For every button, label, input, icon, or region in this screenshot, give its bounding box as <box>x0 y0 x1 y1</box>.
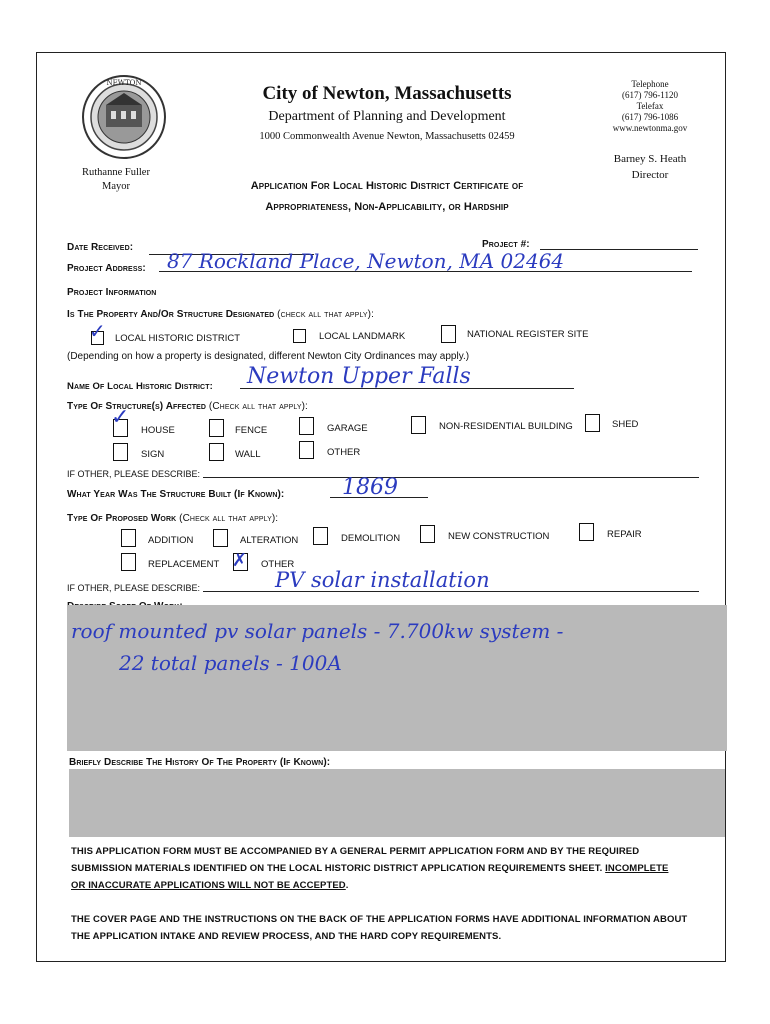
date-received-label: Date Received: <box>67 242 134 253</box>
structure-hint: (Check all that apply): <box>208 401 308 412</box>
cover-page-note: THE COVER PAGE AND THE INSTRUCTIONS ON THE BACK OF THE APPLICATION FORMS HAVE ADDITIONAL INFORMATION ABOUT THE APPLICATION INTAKE AND REVIEW PROCESS, AND THE HARD COPY REQUIREMENTS. <box>71 914 688 942</box>
application-notice <box>71 843 681 894</box>
scope-line-2: 22 total panels - 100A <box>119 651 342 675</box>
structure-label-garage: GARAGE <box>327 423 368 434</box>
structure-other-field[interactable] <box>203 477 699 478</box>
work-checkbox-repair[interactable] <box>579 523 594 541</box>
structure-checkbox-other[interactable] <box>299 441 314 459</box>
project-info-heading: Project Information <box>67 287 157 298</box>
structure-checkbox-garage[interactable] <box>299 417 314 435</box>
structure-checkbox-fence[interactable] <box>209 419 224 437</box>
checkmark-icon: ✓ <box>111 405 130 430</box>
work-checkbox-addition[interactable] <box>121 529 136 547</box>
form-title-line1: Application For Local Historic District Certificate of <box>250 180 524 192</box>
project-number-label: Project #: <box>482 239 530 250</box>
director-title: Director <box>631 169 669 181</box>
structure-label-sign: SIGN <box>141 449 165 460</box>
work-label-demolition: DEMOLITION <box>341 533 401 544</box>
structure-other-label: IF OTHER, PLEASE DESCRIBE: <box>67 469 201 479</box>
designation-checkbox-local-landmark[interactable] <box>293 329 306 343</box>
property-history-area[interactable] <box>69 769 725 837</box>
work-label-replacement: REPLACEMENT <box>148 559 220 570</box>
website: www.newtonma.gov <box>612 123 688 133</box>
structure-label-wall: WALL <box>235 449 261 460</box>
structure-checkbox-wall[interactable] <box>209 443 224 461</box>
work-label-alteration: ALTERATION <box>240 535 299 546</box>
structure-checkbox-non-residential[interactable] <box>411 416 426 434</box>
scope-line-1: roof mounted pv solar panels - 7.700kw system - <box>71 619 564 643</box>
mayor-name: Ruthanne Fuller <box>82 167 150 178</box>
structure-question: Type Of Structure(s) Affected <box>67 401 207 412</box>
form-title-line2: Appropriateness, Non-Applicability, or Hardship <box>265 201 509 213</box>
work-label-new-construction: NEW CONSTRUCTION <box>448 531 550 542</box>
designation-label-local-historic-district: LOCAL HISTORIC DISTRICT <box>115 333 241 344</box>
work-checkbox-demolition[interactable] <box>313 527 328 545</box>
district-label: Name Of Local Historic District: <box>67 381 213 392</box>
form-page <box>36 52 726 962</box>
contact-block <box>585 79 715 134</box>
work-checkbox-alteration[interactable] <box>213 529 228 547</box>
telephone-number: (617) 796-1120 <box>622 90 678 100</box>
project-address-value[interactable]: 87 Rockland Place, Newton, MA 02464 <box>167 249 565 273</box>
city-seal-icon <box>81 71 167 163</box>
mayor-title: Mayor <box>102 181 130 192</box>
work-label-other: OTHER <box>261 559 295 570</box>
telefax-label: Telefax <box>636 101 664 111</box>
director-name: Barney S. Heath <box>613 153 687 165</box>
project-address-label: Project Address: <box>67 263 146 274</box>
district-value[interactable]: Newton Upper Falls <box>247 364 471 389</box>
structure-checkbox-shed[interactable] <box>585 414 600 432</box>
work-label-repair: REPAIR <box>607 529 642 540</box>
designated-label <box>67 309 374 320</box>
structure-label-house: HOUSE <box>141 425 175 436</box>
seal-text: NEWTON <box>106 79 142 87</box>
structure-label-shed: SHED <box>612 419 639 430</box>
structure-label-fence: FENCE <box>235 425 268 436</box>
structure-label-non-residential: NON-RESIDENTIAL BUILDING <box>439 421 573 432</box>
checkmark-icon: ✓ <box>89 319 106 343</box>
work-other-label: IF OTHER, PLEASE DESCRIBE: <box>67 583 201 593</box>
structure-checkbox-sign[interactable] <box>113 443 128 461</box>
designation-label-local-landmark: LOCAL LANDMARK <box>319 331 406 342</box>
work-checkbox-replacement[interactable] <box>121 553 136 571</box>
department-address: 1000 Commonwealth Avenue Newton, Massachusetts 02459 <box>259 131 515 142</box>
telephone-label: Telephone <box>631 79 669 89</box>
work-checkbox-new-construction[interactable] <box>420 525 435 543</box>
city-title: City of Newton, Massachusetts <box>262 83 512 104</box>
designated-hint: (check all that apply): <box>277 309 374 320</box>
designated-question: Is The Property And/Or Structure Designated <box>67 309 275 320</box>
x-mark-icon: ✗ <box>232 550 248 571</box>
work-other-value[interactable]: PV solar installation <box>275 568 490 592</box>
notice-end: . <box>345 880 349 891</box>
department-name: Department of Planning and Development <box>268 109 506 124</box>
work-label-addition: ADDITION <box>148 535 194 546</box>
notice-text: THIS APPLICATION FORM MUST BE ACCOMPANIED BY A GENERAL PERMIT APPLICATION FORM AND BY THE REQUIRED SUBMISSION MATERIALS IDENTIFIED ON THE LOCAL HISTORIC DISTRICT APPLICATION REQUIREMENTS SHEET. <box>71 846 640 874</box>
telefax-number: (617) 796-1086 <box>621 112 679 122</box>
work-question: Type Of Proposed Work <box>67 513 177 524</box>
year-built-label: What Year Was The Structure Built (If Known): <box>67 489 285 500</box>
year-built-value[interactable]: 1869 <box>342 475 398 500</box>
designation-checkbox-national-register[interactable] <box>441 325 456 343</box>
work-hint: (Check all that apply): <box>179 513 279 524</box>
history-label: Briefly Describe The History Of The Property (If Known): <box>69 757 331 768</box>
notice-warning: INCOMPLETE OR INACCURATE APPLICATIONS WILL NOT BE ACCEPTED <box>71 863 669 891</box>
structure-label-other: OTHER <box>327 447 361 458</box>
designation-note: (Depending on how a property is designated, different Newton City Ordinances may apply.) <box>67 351 470 362</box>
designation-label-national-register: NATIONAL REGISTER SITE <box>467 329 589 340</box>
structure-label <box>67 401 308 412</box>
work-label <box>67 513 278 524</box>
